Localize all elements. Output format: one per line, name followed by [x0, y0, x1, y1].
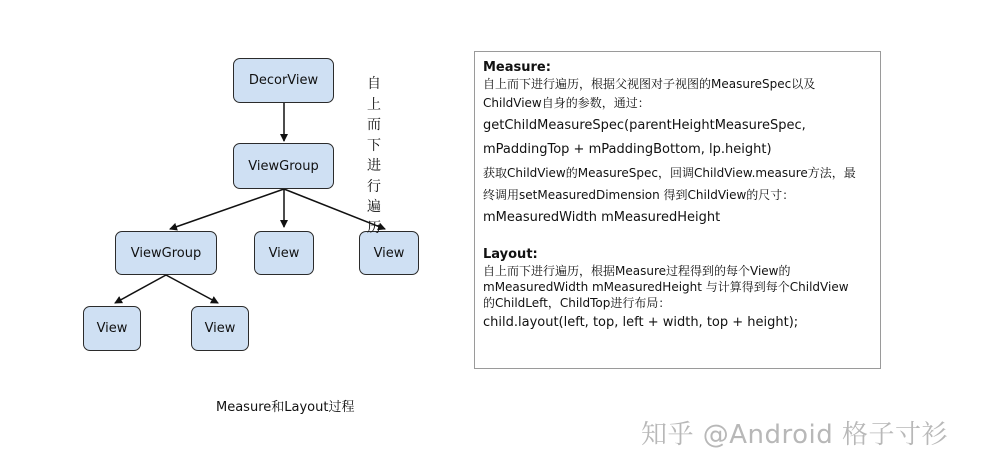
vertical-char: 遍 — [367, 199, 381, 215]
vertical-char: 历 — [367, 219, 381, 236]
node-viewgroup-child: ViewGroup — [115, 231, 217, 275]
edge-group-to-subgroup — [170, 189, 284, 229]
layout-code-line: child.layout(left, top, left + width, top + height); — [483, 315, 799, 330]
measure-line: 终调用setMeasuredDimension 得到ChildView的尺寸： — [483, 188, 795, 202]
layout-line: 自上而下进行遍历，根据Measure过程得到的每个View的 — [483, 264, 791, 278]
measure-line: 获取ChildView的MeasureSpec，回调ChildView.measure方法，最 — [483, 166, 856, 180]
node-view-leaf-left: View — [83, 306, 141, 351]
measure-heading — [483, 59, 872, 76]
node-decorview: DecorView — [233, 58, 334, 103]
measure-code-line: mPaddingTop + mPaddingBottom, lp.height) — [483, 142, 772, 157]
node-view-right: View — [359, 231, 419, 275]
vertical-char: 进 — [367, 158, 381, 174]
node-viewgroup-root: ViewGroup — [233, 143, 334, 189]
diagram-caption: Measure和Layout过程 — [216, 400, 355, 415]
explanation-panel — [474, 51, 881, 369]
edge-subgroup-to-leaf-right — [166, 275, 218, 303]
measure-line: 自上而下进行遍历，根据父视图对子视图的MeasureSpec以及 — [483, 77, 816, 91]
measure-title: Measure — [483, 60, 546, 75]
measure-code-line: getChildMeasureSpec(parentHeightMeasureSpec, — [483, 118, 806, 133]
node-view-mid: View — [254, 231, 314, 275]
vertical-char: 而 — [367, 117, 381, 133]
watermark-text: 知乎 @Android 格子寸衫 — [641, 420, 949, 450]
layout-title-colon: : — [532, 247, 538, 262]
node-view-leaf-right: View — [191, 306, 249, 351]
edge-subgroup-to-leaf-left — [115, 275, 166, 303]
vertical-char: 下 — [367, 137, 381, 154]
vertical-char: 自 — [367, 76, 381, 92]
layout-title: Layout — [483, 247, 533, 262]
measure-line: ChildView自身的参数，通过： — [483, 96, 650, 110]
vertical-note-top-down — [364, 74, 384, 238]
measure-result: mMeasuredWidth mMeasuredHeight — [483, 210, 721, 225]
vertical-char: 行 — [367, 178, 381, 195]
measure-title-colon: : — [545, 60, 551, 75]
layout-heading — [483, 246, 872, 263]
layout-line: 的ChildLeft，ChildTop进行布局： — [483, 296, 671, 310]
vertical-char: 上 — [367, 96, 381, 113]
layout-line: mMeasuredWidth mMeasuredHeight 与计算得到每个ChildView — [483, 280, 849, 294]
